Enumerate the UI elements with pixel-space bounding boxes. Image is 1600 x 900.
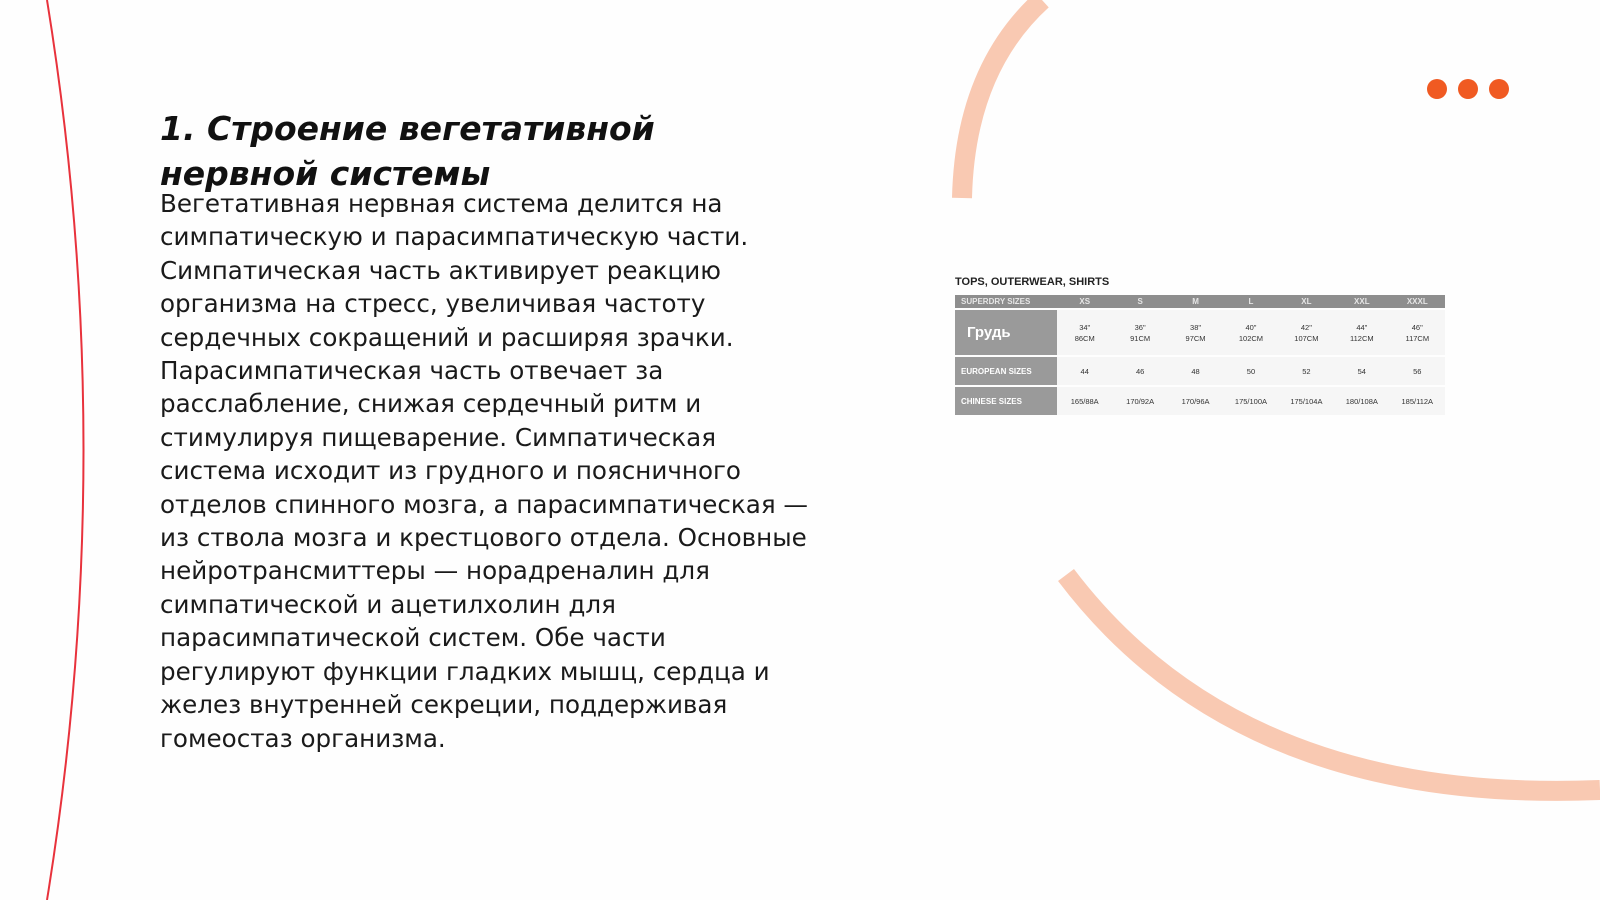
chest-cm: 112CM <box>1350 333 1374 343</box>
dot-icon <box>1458 79 1478 99</box>
bottom-arc <box>1066 575 1600 791</box>
dot-icon <box>1489 79 1509 99</box>
chest-inches: 36" <box>1134 322 1146 332</box>
slide-title: 1. Строение вегетативной нервной системы <box>160 109 655 193</box>
chest-row <box>955 310 1445 355</box>
european-sizes-row <box>955 357 1445 385</box>
european-size-cell: 52 <box>1279 357 1334 385</box>
chinese-sizes-label: CHINESE SIZES <box>955 387 1057 415</box>
size-chart <box>955 275 1445 417</box>
chinese-size-cell: 185/112A <box>1390 387 1445 415</box>
chinese-size-cell: 170/96A <box>1168 387 1223 415</box>
chest-inches: 42" <box>1300 322 1312 332</box>
chest-cell <box>1334 310 1389 355</box>
european-size-cell: 54 <box>1334 357 1389 385</box>
chinese-size-cell: 175/100A <box>1223 387 1278 415</box>
chest-inches: 40" <box>1245 322 1257 332</box>
chest-inches: 44" <box>1356 322 1368 332</box>
chest-cell <box>1112 310 1167 355</box>
chinese-size-cell: 165/88A <box>1057 387 1112 415</box>
size-chart-heading: TOPS, OUTERWEAR, SHIRTS <box>955 276 1110 288</box>
european-size-cell: 46 <box>1112 357 1167 385</box>
chest-cell <box>1223 310 1278 355</box>
chest-inches: 34" <box>1079 322 1091 332</box>
chest-cm: 91CM <box>1130 333 1151 343</box>
size-table <box>955 293 1445 417</box>
european-size-cell: 50 <box>1223 357 1278 385</box>
body-paragraph: Вегетативная нервная система делится на симпатическую и парасимпатическую части. Симпатическая часть активирует реакцию организма на стресс, увеличивая частоту сердечных сокращений и расширяя зрачки. Парасимпатическая часть отвечает за расслабление, снижая сердечный ритм и стимулируя пищеварение. Симпатическая система исходит из грудного и поясничного отделов спинного мозга, а парасимпатическая — из ствола мозга и крестцового отдела. Основные нейротрансмиттеры — норадреналин для симпатической и ацетилхолин для парасимпатической систем. Обе части регулируют функции гладких мышц, сердца и желез внутренней секреции, поддерживая гомеостаз организма. <box>160 189 809 753</box>
chinese-sizes-row <box>955 387 1445 415</box>
size-header-cell: XL <box>1279 295 1334 308</box>
chest-cm: 107CM <box>1294 333 1319 343</box>
size-header-cell: XXL <box>1334 295 1389 308</box>
chest-cm: 102CM <box>1238 333 1264 343</box>
size-header-row <box>955 295 1445 308</box>
size-header-cell: XS <box>1057 295 1112 308</box>
chest-cm: 97CM <box>1185 333 1206 343</box>
chest-cell <box>1168 310 1223 355</box>
chest-cell <box>1057 310 1112 355</box>
size-header-cell: S <box>1112 295 1167 308</box>
dot-icon <box>1427 79 1447 99</box>
chest-inches: 38" <box>1190 322 1202 332</box>
chest-inches: 46" <box>1411 322 1423 332</box>
european-size-cell: 56 <box>1390 357 1445 385</box>
header-label: SUPERDRY SIZES <box>955 295 1057 308</box>
chest-cell <box>1279 310 1334 355</box>
chest-cell <box>1390 310 1445 355</box>
left-border-line <box>47 0 84 900</box>
size-header-cell: XXXL <box>1390 295 1445 308</box>
top-arc <box>962 0 1042 198</box>
size-header-cell: L <box>1223 295 1278 308</box>
chest-cm: 117CM <box>1405 333 1430 343</box>
european-sizes-label: EUROPEAN SIZES <box>955 357 1057 385</box>
size-header-cell: M <box>1168 295 1223 308</box>
european-size-cell: 44 <box>1057 357 1112 385</box>
european-size-cell: 48 <box>1168 357 1223 385</box>
dots-menu <box>1427 79 1509 99</box>
chinese-size-cell: 175/104A <box>1279 387 1334 415</box>
chinese-size-cell: 170/92A <box>1112 387 1167 415</box>
chinese-size-cell: 180/108A <box>1334 387 1389 415</box>
chest-cm: 86CM <box>1074 333 1095 343</box>
chest-label: Грудь <box>955 310 1057 355</box>
